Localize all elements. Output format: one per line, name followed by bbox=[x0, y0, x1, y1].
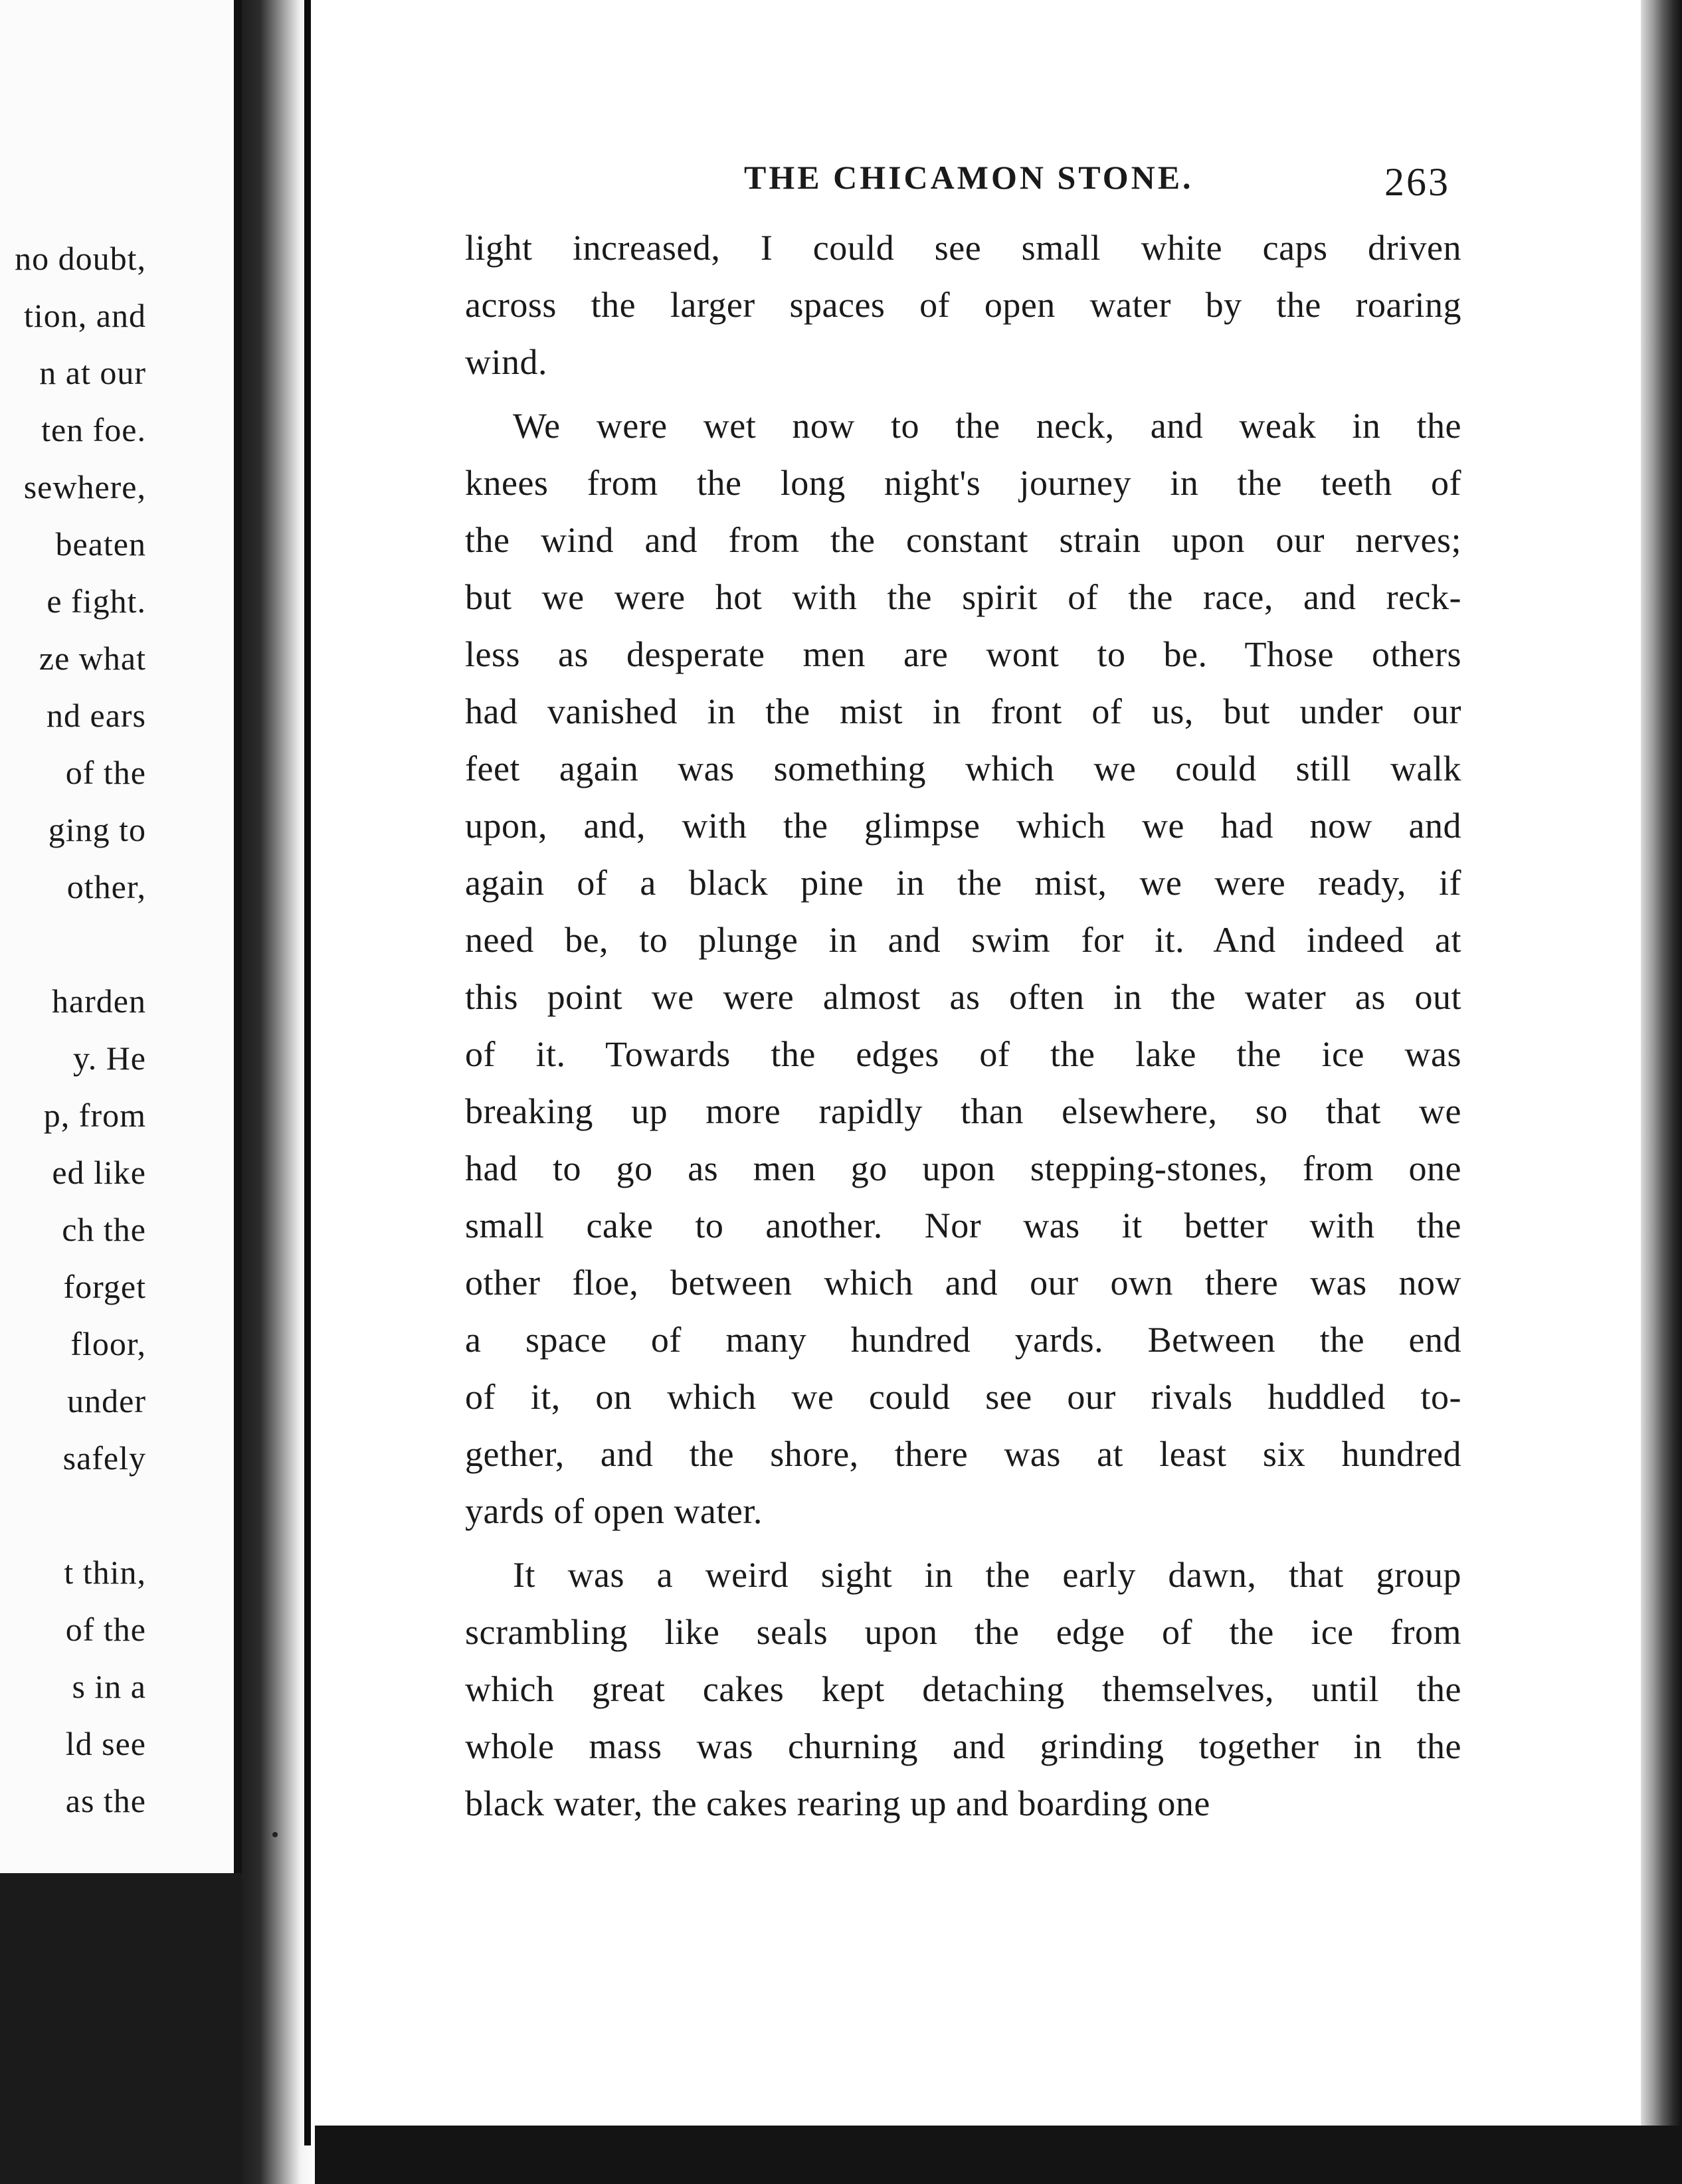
body-line: light increased, I could see small white caps driven bbox=[465, 228, 1461, 268]
body-line: upon, and, with the glimpse which we had now and bbox=[465, 806, 1461, 846]
left-page-edge bbox=[234, 0, 242, 2184]
body-line: other floe, between which and our own there was now bbox=[465, 1263, 1461, 1303]
body-line: It was a weird sight in the early dawn, that group bbox=[513, 1555, 1461, 1595]
left-page-line: floor, bbox=[70, 1325, 146, 1362]
left-page-line: beaten bbox=[55, 525, 146, 563]
body-line: yards of open water. bbox=[465, 1491, 763, 1531]
gutter-line bbox=[304, 0, 311, 2145]
body-line: need be, to plunge in and swim for it. And indeed at bbox=[465, 920, 1461, 960]
left-page-fragment bbox=[0, 0, 234, 1873]
body-line: wind. bbox=[465, 342, 547, 382]
body-line: black water, the cakes rearing up and boarding one bbox=[465, 1783, 1210, 1823]
body-line: again of a black pine in the mist, we were ready, if bbox=[465, 863, 1461, 903]
left-page-line: other, bbox=[66, 868, 146, 905]
body-line: feet again was something which we could still walk bbox=[465, 749, 1461, 788]
print-speck bbox=[272, 1832, 278, 1837]
body-text bbox=[465, 219, 1461, 1832]
left-page-line: of the bbox=[65, 1611, 146, 1648]
paragraph-gap bbox=[465, 391, 1461, 397]
body-line: a space of many hundred yards. Between the end bbox=[465, 1320, 1461, 1360]
body-line: of it. Towards the edges of the lake the ice was bbox=[465, 1034, 1461, 1074]
body-line: which great cakes kept detaching themselves, until the bbox=[465, 1669, 1461, 1709]
left-page-line: s in a bbox=[72, 1668, 146, 1705]
left-page-line: no doubt, bbox=[15, 240, 146, 277]
body-line: breaking up more rapidly than elsewhere, so that we bbox=[465, 1091, 1461, 1131]
left-page-line: ch the bbox=[62, 1211, 146, 1248]
left-bottom-shadow bbox=[0, 1873, 242, 2184]
body-line: less as desperate men are wont to be. Those others bbox=[465, 634, 1461, 674]
left-page-line: e fight. bbox=[47, 583, 146, 620]
left-page-line: harden bbox=[51, 982, 146, 1020]
body-line: knees from the long night's journey in the teeth of bbox=[465, 463, 1461, 503]
paragraph-gap bbox=[465, 1540, 1461, 1546]
left-page-line: tion, and bbox=[24, 297, 146, 334]
left-page-line: of the bbox=[65, 754, 146, 791]
body-line: the wind and from the constant strain upon our nerves; bbox=[465, 520, 1461, 560]
page-number: 263 bbox=[1384, 160, 1450, 204]
left-page-line: safely bbox=[62, 1439, 146, 1477]
body-line: across the larger spaces of open water by the roaring bbox=[465, 285, 1461, 325]
body-line: whole mass was churning and grinding together in the bbox=[465, 1726, 1461, 1766]
left-page-line: ld see bbox=[65, 1725, 146, 1762]
body-line: had vanished in the mist in front of us, but under our bbox=[465, 691, 1461, 731]
body-line: small cake to another. Nor was it better with the bbox=[465, 1206, 1461, 1245]
left-page-line: under bbox=[67, 1382, 146, 1419]
left-page-line: p, from bbox=[43, 1097, 146, 1134]
left-page-line: y. He bbox=[72, 1040, 146, 1077]
running-head-title: THE CHICAMON STONE. bbox=[744, 159, 1194, 196]
left-page-line: ten foe. bbox=[41, 411, 146, 448]
left-page-line: ging to bbox=[48, 811, 146, 848]
body-line: of it, on which we could see our rivals huddled to- bbox=[465, 1377, 1461, 1417]
right-page-edge bbox=[1641, 0, 1682, 2184]
body-line: had to go as men go upon stepping-stones, from one bbox=[465, 1148, 1461, 1188]
left-page-line: forget bbox=[63, 1268, 146, 1305]
body-line: We were wet now to the neck, and weak in the bbox=[513, 406, 1461, 446]
left-page-line: ed like bbox=[52, 1154, 146, 1191]
left-page-line: t thin, bbox=[64, 1554, 146, 1591]
left-page-line: ze what bbox=[39, 640, 146, 677]
body-line: scrambling like seals upon the edge of the ice from bbox=[465, 1612, 1461, 1652]
right-bottom-shadow bbox=[315, 2126, 1682, 2184]
left-page-line: nd ears bbox=[47, 697, 146, 734]
left-page-line: sewhere, bbox=[23, 468, 146, 505]
body-line: this point we were almost as often in the water as out bbox=[465, 977, 1461, 1017]
body-line: but we were hot with the spirit of the race, and reck- bbox=[465, 577, 1461, 617]
body-line: gether, and the shore, there was at least six hundred bbox=[465, 1434, 1461, 1474]
left-page-line: as the bbox=[65, 1782, 146, 1819]
left-page-line: n at our bbox=[39, 354, 146, 391]
